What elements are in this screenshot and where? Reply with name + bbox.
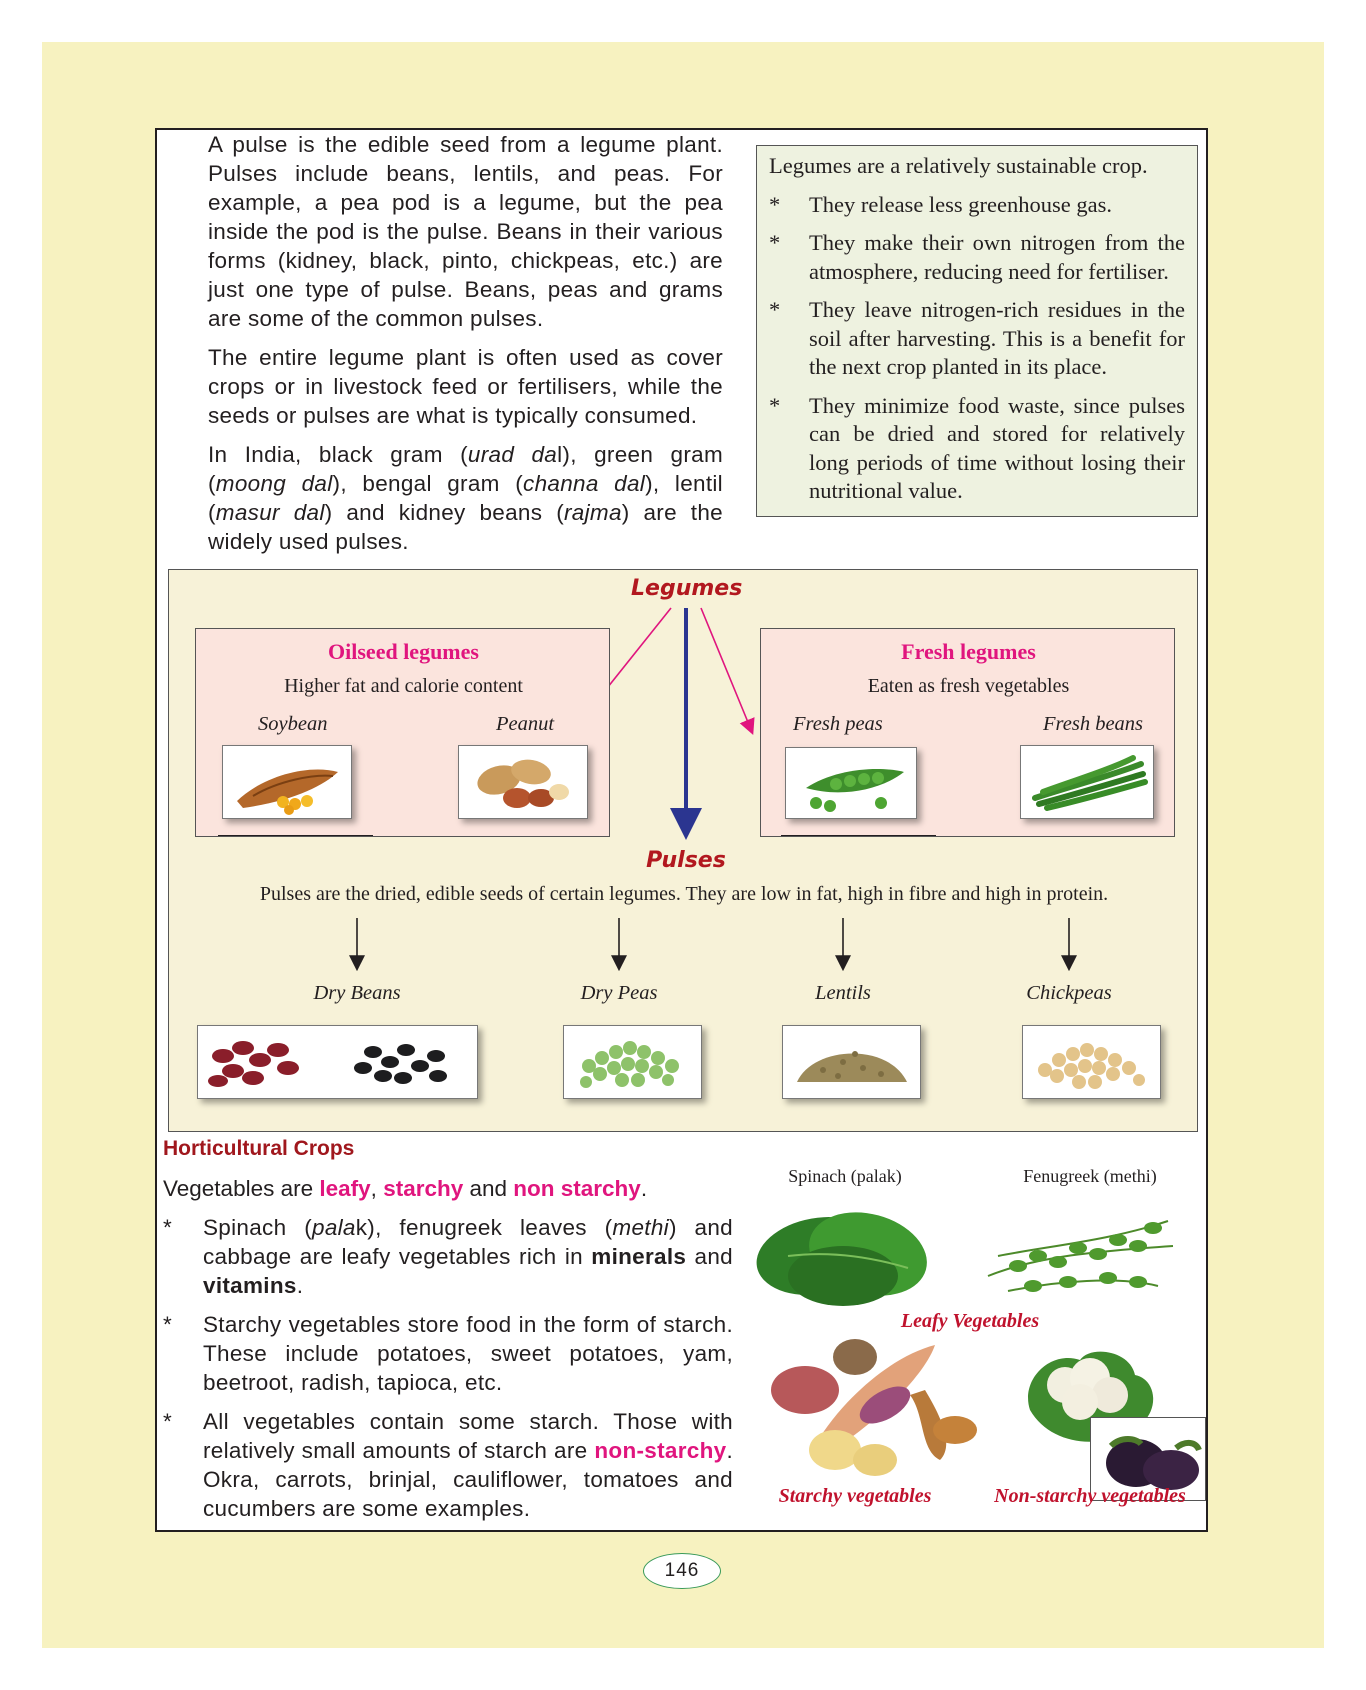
peanut-image [458,745,588,819]
bold-term: vitamins [203,1273,297,1298]
text-run: ), bengal gram ( [332,471,524,496]
dry-peas-illustration [564,1026,701,1098]
soybean-illustration [223,746,351,818]
section-heading: Horticultural Crops [163,1137,355,1160]
peanut-caption: Peanut [496,713,555,735]
fresh-subtitle: Eaten as fresh vegetables [867,675,1070,697]
bullet-star: * [769,297,781,322]
leafy-vegetables-label: Leafy Vegetables [900,1310,1040,1332]
dry-peas-caption: Dry Peas [580,982,658,1004]
intro-paragraph-3 [208,440,723,556]
sustainability-item-text: They leave nitrogen-rich residues in the soil after harvesting. This is a benefit for the next crop planted in its place. [809,297,1185,379]
keyword: leafy [319,1176,371,1201]
list-item [163,1213,733,1300]
starchy-vegetables-image [755,1335,980,1480]
text-run: ) and kidney beans ( [324,500,564,525]
lentils-caption: Lentils [815,982,871,1004]
list-item-text [203,1407,733,1523]
bullet-star: * [769,392,781,418]
bold-term: minerals [591,1244,687,1269]
starchy-vegetables-label: Starchy vegetables [778,1485,932,1507]
keyword: starchy [383,1176,464,1201]
text-run: and [463,1176,514,1201]
fresh-peas-image [785,747,917,819]
legume-diagram [168,569,1198,1132]
horticulture-intro [163,1174,647,1203]
text-run: . Okra, carrots, brinjal, cauliflower, tomatoes and cucumbers are some examples. [203,1438,733,1521]
methi-caption: Fenugreek (methi) [1023,1166,1157,1186]
lentils-image [782,1025,921,1099]
pulses-description: Pulses are the dried, edible seeds of certain legumes. They are low in fat, high in fibre and high in protein. [259,883,1109,905]
divider-line [218,835,373,836]
text-run: In India, black gram ( [208,442,468,467]
italic-term: channa dal [523,471,646,496]
text-run: ) are the widely used pulses. [208,500,723,554]
text-run: Vegetables are [163,1176,320,1201]
sustainability-item [769,191,1185,220]
arrow-to-fresh [701,608,752,732]
peanut-illustration [459,746,587,818]
text-run: l), green gram ( [208,442,723,496]
keyword: non-starchy [594,1438,727,1463]
horticulture-list [163,1213,733,1533]
keyword: non starchy [513,1176,641,1201]
text-run: . [296,1273,304,1298]
sustainability-item [769,392,1185,506]
italic-term: methi [612,1215,669,1240]
divider-line [781,835,936,836]
sustainability-item [769,229,1185,286]
lentils-illustration [783,1026,920,1098]
fresh-legumes-box [760,628,1175,837]
text-run: Spinach ( [203,1215,312,1240]
bullet-star: * [769,230,781,255]
fresh-beans-illustration [1021,746,1153,818]
intro-paragraph-1: A pulse is the edible seed from a legume plant. Pulses include beans, lentils, and peas. For example, a pea pod is a legume, but the pea inside the pod is the pulse. Beans in their various forms (kidney, black, pinto, chickpeas, etc.) are just one type of pulse. Beans, peas and grams are some of the common pulses. [208,132,723,331]
text-run: ) and cabbage are leafy vegetables rich in [203,1215,733,1269]
chickpeas-illustration [1023,1026,1160,1098]
list-item [163,1407,733,1523]
dry-beans-image [197,1025,478,1099]
chickpeas-image [1022,1025,1161,1099]
intro-text [208,130,723,566]
italic-term: urad da [467,442,558,467]
italic-term: moong dal [215,471,333,496]
text-run: ), lentil ( [208,471,723,525]
oilseed-title: Oilseed legumes [328,639,479,664]
list-item-text: Starchy vegetables store food in the form of starch. These include potatoes, sweet potatoes, yam, beetroot, radish, tapioca, etc. [203,1312,733,1395]
dry-peas-image [563,1025,702,1099]
non-starchy-vegetables-label: Non-starchy vegetables [994,1485,1186,1507]
fresh-peas-illustration [786,748,916,818]
sustainability-item [769,296,1185,382]
pulses-label: Pulses [646,848,726,873]
sustainability-item-text: They release less greenhouse gas. [809,191,1113,217]
text-run: . [640,1176,648,1201]
fresh-beans-image [1020,745,1154,819]
sustainability-item-text: They make their own nitrogen from the atmosphere, reducing need for fertiliser. [809,230,1185,284]
intro-paragraph-2: The entire legume plant is often used as cover crops or in livestock feed or fertilisers, while the seeds or pulses are what is typically consumed. [208,345,723,428]
sustainability-title: Legumes are a relatively sustainable crop. [769,153,1148,178]
page-number: 146 [643,1553,721,1589]
spinach-image [748,1196,948,1316]
oilseed-legumes-box [195,628,610,837]
legumes-label: Legumes [631,576,743,601]
dry-beans-caption: Dry Beans [313,982,401,1004]
fresh-beans-caption: Fresh beans [1043,713,1144,735]
text-run: , [370,1176,384,1201]
bullet-star: * [163,1409,172,1434]
fresh-peas-caption: Fresh peas [793,713,883,735]
text-run: k), fenugreek leaves ( [355,1215,613,1240]
soybean-image [222,745,352,819]
text-run: All vegetables contain some starch. Those with relatively small amounts of starch are [203,1409,733,1463]
list-item-text [203,1213,733,1300]
oilseed-subtitle: Higher fat and calorie content [284,675,523,697]
fresh-title: Fresh legumes [901,639,1036,664]
italic-term: rajma [564,500,622,525]
sustainability-box [756,145,1198,517]
italic-term: masur dal [215,500,325,525]
spinach-caption: Spinach (palak) [788,1166,902,1186]
dry-beans-illustration [198,1026,477,1098]
italic-term: pala [312,1215,356,1240]
bullet-star: * [769,191,781,217]
chickpeas-caption: Chickpeas [1026,982,1112,1004]
methi-image [978,1196,1183,1311]
bullet-star: * [163,1312,172,1337]
bullet-star: * [163,1215,172,1240]
soybean-caption: Soybean [258,713,328,735]
list-item [163,1310,733,1397]
text-run: and [686,1244,733,1269]
sustainability-item-text: They minimize food waste, since pulses can be dried and stored for relatively long periods of time without losing their nutritional value. [809,392,1185,503]
